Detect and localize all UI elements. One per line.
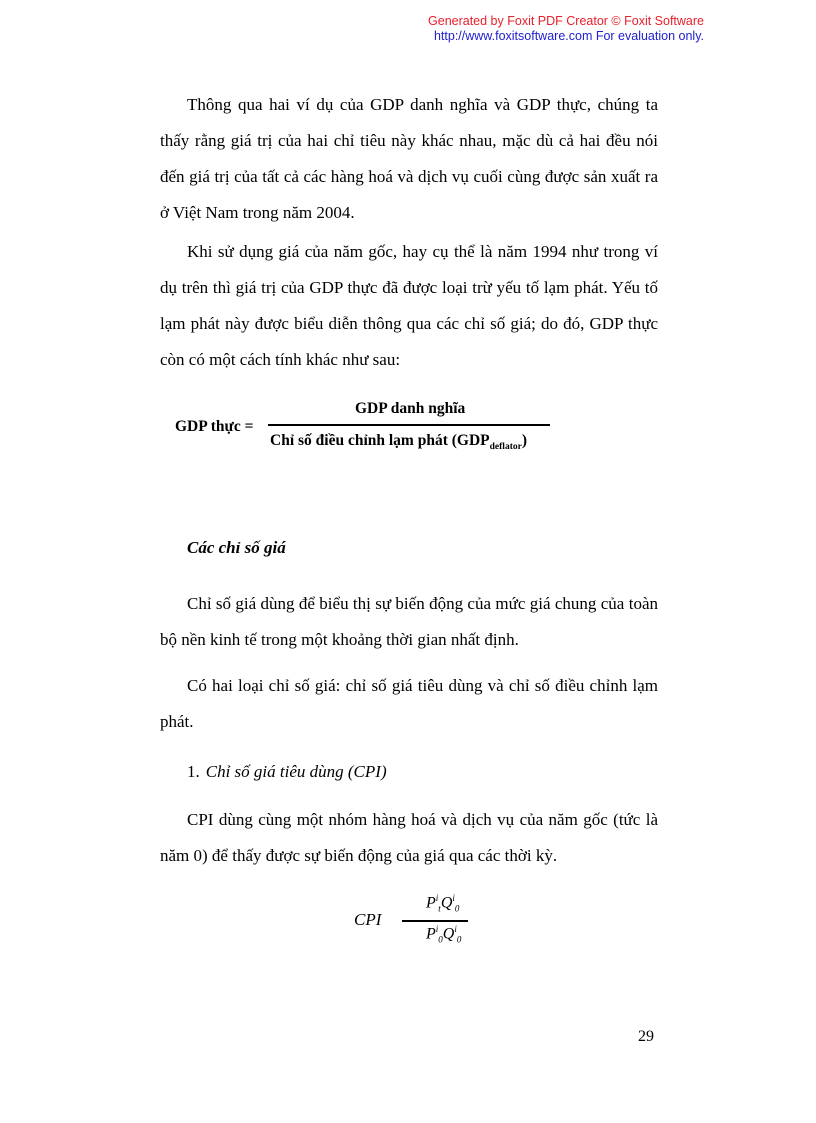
cpi-formula-lhs: CPI <box>354 910 382 929</box>
watermark-line-2: http://www.foxitsoftware.com For evaluation only. <box>433 29 704 43</box>
formula-numerator: GDP danh nghĩa <box>355 400 466 417</box>
paragraph-gdp-comparison: Thông qua hai ví dụ của GDP danh nghĩa và GDP thực, chúng ta thấy rằng giá trị của hai chỉ tiêu này khác nhau, mặc dù cả hai đều nói đến giá trị của tất cả các hàng hoá và dịch vụ cuối cùng được sản xuất ra ở Việt Nam trong năm 2004. <box>160 95 658 222</box>
cpi-numerator: $P^i_tQ^i_0$ <box>426 893 460 914</box>
list-item-cpi <box>187 757 387 787</box>
formula-denominator: Chỉ số điều chỉnh lạm phát $(GDP_{deflator})$ <box>270 432 527 453</box>
paragraph-cpi-definition: CPI dùng cùng một nhóm hàng hoá và dịch vụ của năm gốc (tức là năm 0) để thấy được sự biến động của giá qua các thời kỳ. <box>160 810 658 865</box>
section-heading: Các chỉ số giá <box>187 538 286 557</box>
list-title: Chỉ số giá tiêu dùng (CPI) <box>205 762 387 781</box>
paragraph-base-year: Khi sử dụng giá của năm gốc, hay cụ thể là năm 1994 như trong ví dụ trên thì giá trị của GDP thực đã được loại trừ yếu tố lạm phát. Yếu tố lạm phát này được biểu diễn thông qua các chỉ số giá; do đó, GDP thực còn có một cách tính khác như sau: <box>160 242 658 369</box>
fraction-bar <box>268 424 550 426</box>
gdp-real-formula <box>175 398 575 468</box>
watermark-line-1: Generated by Foxit PDF Creator © Foxit Software <box>428 14 704 28</box>
paragraph-price-index-types: Có hai loại chỉ số giá: chỉ số giá tiêu dùng và chỉ số điều chỉnh lạm phát. <box>160 676 658 731</box>
list-number: 1. <box>187 762 200 781</box>
page-number: 29 <box>638 1028 654 1045</box>
pdf-creator-watermark <box>428 14 704 44</box>
cpi-fraction-bar <box>402 920 468 922</box>
cpi-formula <box>352 893 492 957</box>
formula-lhs: GDP thực = <box>175 418 254 435</box>
cpi-denominator: $P^i_0Q^i_0$ <box>426 924 462 945</box>
paragraph-price-index-definition: Chỉ số giá dùng để biểu thị sự biến động của mức giá chung của toàn bộ nền kinh tế trong một khoảng thời gian nhất định. <box>160 594 658 649</box>
